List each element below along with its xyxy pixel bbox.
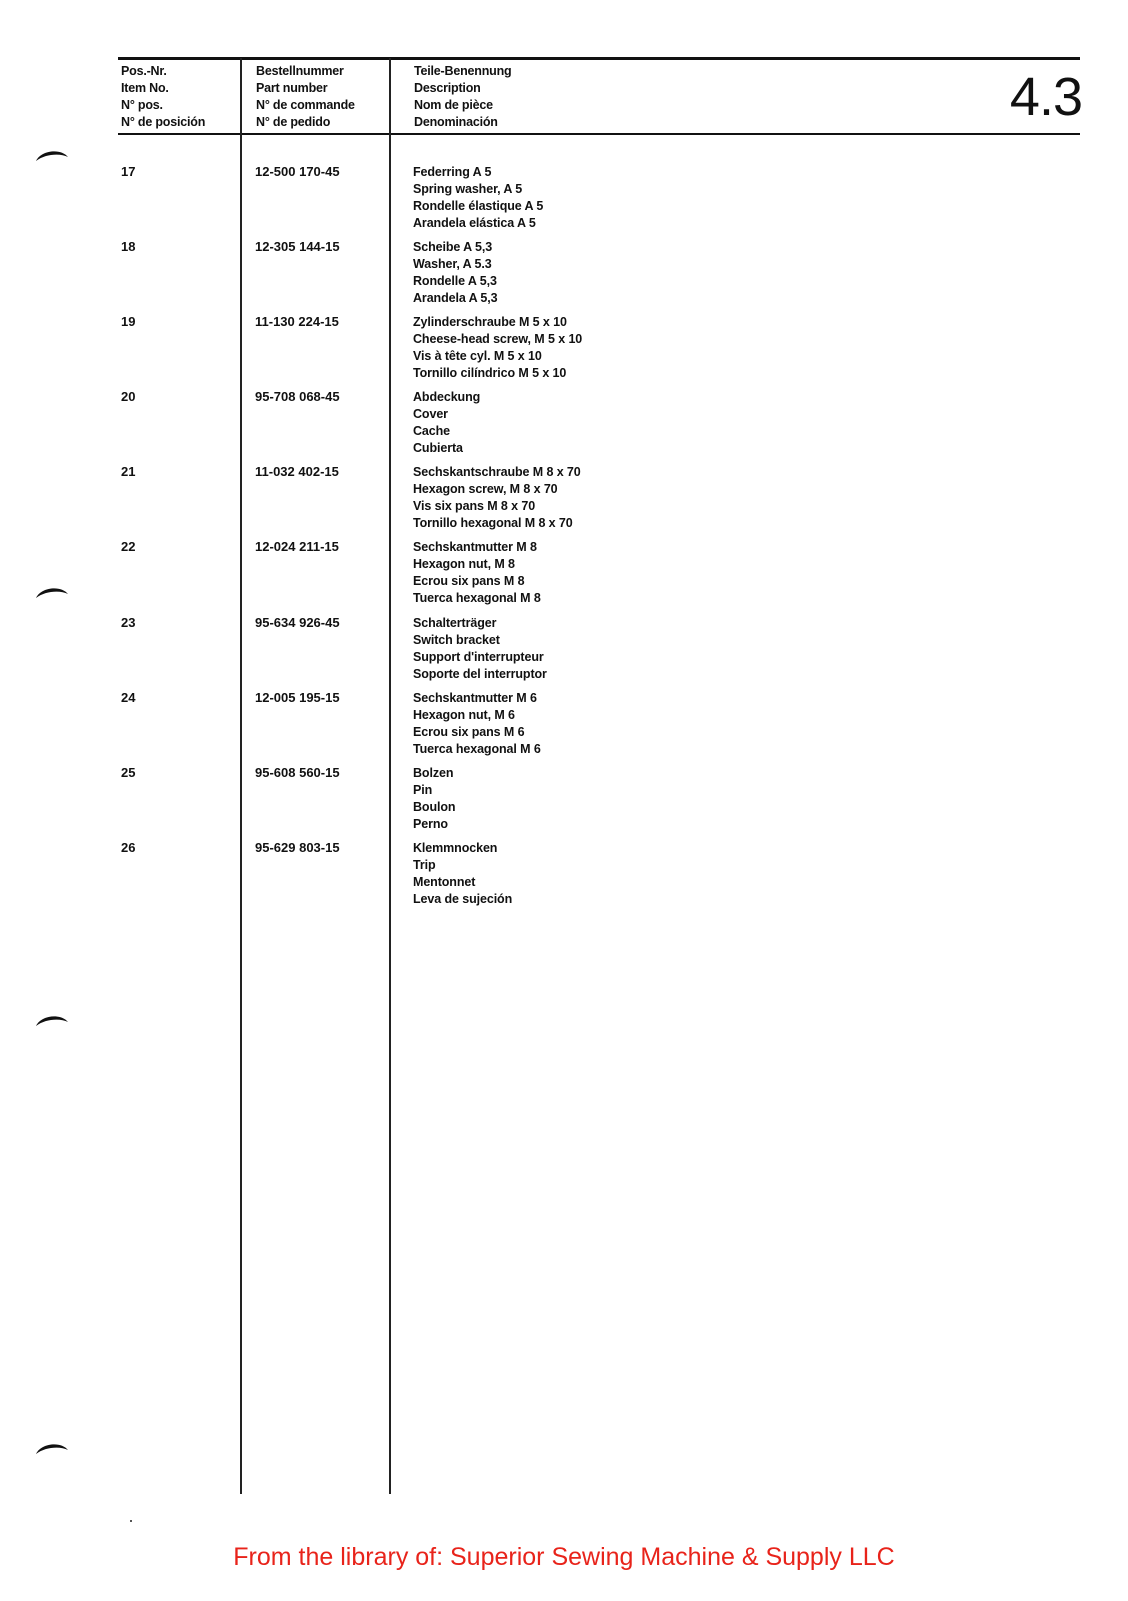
binder-hole-mark: [35, 1441, 69, 1455]
item-number: 22: [121, 539, 136, 554]
item-number: 21: [121, 464, 136, 479]
description-en: Pin: [413, 783, 433, 797]
item-number: 25: [121, 765, 136, 780]
part-description: [413, 765, 455, 833]
description-de: Scheibe A 5,3: [413, 240, 493, 254]
description-es: Tuerca hexagonal M 8: [413, 591, 541, 605]
part-description: [413, 389, 480, 457]
header-pos-es: N° de posición: [121, 115, 206, 129]
description-fr: Ecrou six pans M 6: [413, 725, 525, 739]
description-en: Hexagon screw, M 8 x 70: [413, 482, 558, 496]
description-fr: Vis à tête cyl. M 5 x 10: [413, 349, 542, 363]
header-part-es: N° de pedido: [256, 115, 331, 129]
header-desc-en: Description: [414, 81, 481, 95]
description-de: Bolzen: [413, 766, 454, 780]
table-row: [0, 765, 1128, 841]
table-row: [0, 314, 1128, 390]
header-part-en: Part number: [256, 81, 328, 95]
table-row: [0, 239, 1128, 315]
item-number: 19: [121, 314, 136, 329]
part-description: [413, 615, 547, 683]
part-number: 12-005 195-15: [255, 690, 340, 705]
table-row: [0, 615, 1128, 691]
item-number: 26: [121, 840, 136, 855]
part-number: 11-130 224-15: [255, 314, 339, 329]
description-de: Klemmnocken: [413, 841, 498, 855]
description-en: Washer, A 5.3: [413, 257, 492, 271]
item-number: 23: [121, 615, 136, 630]
header-desc-de: Teile-Benennung: [414, 64, 512, 78]
description-fr: Boulon: [413, 800, 456, 814]
part-description: [413, 164, 543, 232]
description-en: Trip: [413, 858, 436, 872]
description-fr: Vis six pans M 8 x 70: [413, 499, 536, 513]
part-description: [413, 314, 582, 382]
part-number: 12-500 170-45: [255, 164, 340, 179]
part-number: 95-629 803-15: [255, 840, 340, 855]
part-number: 12-024 211-15: [255, 539, 339, 554]
description-fr: Rondelle élastique A 5: [413, 199, 544, 213]
part-description: [413, 464, 581, 532]
header-desc: [414, 63, 511, 131]
description-de: Abdeckung: [413, 390, 481, 404]
description-fr: Mentonnet: [413, 875, 476, 889]
header-desc-es: Denominación: [414, 115, 498, 129]
description-de: Sechskantmutter M 6: [413, 691, 537, 705]
part-description: [413, 840, 512, 908]
header-pos-fr: N° pos.: [121, 98, 163, 112]
part-description: [413, 539, 541, 607]
part-number: 12-305 144-15: [255, 239, 340, 254]
description-es: Leva de sujeción: [413, 892, 513, 906]
header-part: [256, 63, 355, 131]
part-number: 95-708 068-45: [255, 389, 340, 404]
item-number: 20: [121, 389, 136, 404]
item-number: 18: [121, 239, 136, 254]
description-es: Soporte del interruptor: [413, 667, 547, 681]
description-de: Sechskantmutter M 8: [413, 540, 537, 554]
description-en: Cover: [413, 407, 448, 421]
description-es: Cubierta: [413, 441, 463, 455]
description-es: Tornillo hexagonal M 8 x 70: [413, 516, 573, 530]
table-row: [0, 389, 1128, 465]
part-number: 95-634 926-45: [255, 615, 340, 630]
table-row: [0, 539, 1128, 615]
description-en: Hexagon nut, M 8: [413, 557, 515, 571]
part-description: [413, 690, 541, 758]
header-desc-fr: Nom de pièce: [414, 98, 493, 112]
description-en: Cheese-head screw, M 5 x 10: [413, 332, 583, 346]
description-de: Federring A 5: [413, 165, 492, 179]
table-row: [0, 690, 1128, 766]
description-de: Sechskantschraube M 8 x 70: [413, 465, 581, 479]
header-pos: [121, 63, 205, 131]
description-es: Perno: [413, 817, 448, 831]
library-footer: From the library of: Superior Sewing Machine & Supply LLC: [233, 1543, 895, 1571]
binder-hole-mark: [35, 585, 69, 599]
description-en: Switch bracket: [413, 633, 500, 647]
table-row: [0, 840, 1128, 916]
description-fr: Ecrou six pans M 8: [413, 574, 525, 588]
description-fr: Support d'interrupteur: [413, 650, 544, 664]
top-rule: [118, 57, 1080, 60]
header-rule: [118, 133, 1080, 135]
header-pos-en: Item No.: [121, 81, 169, 95]
header-pos-de: Pos.-Nr.: [121, 64, 167, 78]
item-number: 24: [121, 690, 136, 705]
header-part-fr: N° de commande: [256, 98, 355, 112]
table-row: [0, 164, 1128, 240]
part-number: 95-608 560-15: [255, 765, 340, 780]
speck: [130, 1520, 132, 1522]
part-number: 11-032 402-15: [255, 464, 339, 479]
table-row: [0, 464, 1128, 540]
description-en: Hexagon nut, M 6: [413, 708, 515, 722]
description-fr: Cache: [413, 424, 451, 438]
item-number: 17: [121, 164, 136, 179]
description-es: Tornillo cilíndrico M 5 x 10: [413, 366, 567, 380]
header-part-de: Bestellnummer: [256, 64, 344, 78]
part-description: [413, 239, 498, 307]
description-es: Tuerca hexagonal M 6: [413, 742, 541, 756]
description-en: Spring washer, A 5: [413, 182, 523, 196]
description-es: Arandela A 5,3: [413, 291, 498, 305]
section-number: 4.3: [1009, 67, 1082, 127]
binder-hole-mark: [35, 1013, 69, 1027]
description-de: Zylinderschraube M 5 x 10: [413, 315, 567, 329]
description-es: Arandela elástica A 5: [413, 216, 536, 230]
binder-hole-mark: [35, 148, 69, 162]
description-de: Schalterträger: [413, 616, 497, 630]
description-fr: Rondelle A 5,3: [413, 274, 497, 288]
